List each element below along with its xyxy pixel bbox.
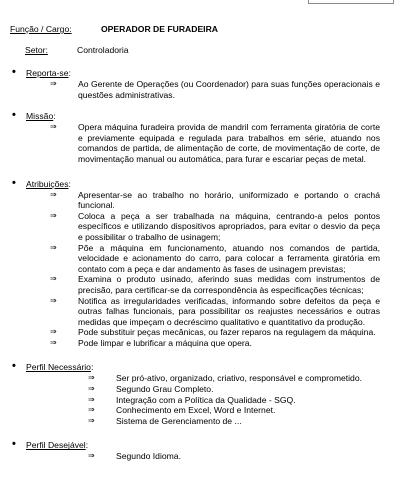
list-item xyxy=(10,327,394,338)
list-item-text: Pode limpar e lubrificar a máquina que opera. xyxy=(78,337,252,348)
section-title xyxy=(10,362,394,373)
arrow-right-icon: ⇒ xyxy=(50,242,57,252)
bullet-icon: • xyxy=(12,360,16,373)
section-title-suffix: : xyxy=(68,178,71,189)
list-item-text: Apresentar-se ao trabalho no horário, uniformizado e portando o crachá funcional. xyxy=(78,189,380,211)
list-item xyxy=(10,79,394,100)
list-item xyxy=(10,384,394,395)
section xyxy=(10,440,394,462)
list-item-text: Segundo Grau Completo. xyxy=(116,384,214,395)
list-item xyxy=(10,122,394,164)
funcao-row xyxy=(10,24,394,36)
arrow-right-icon: ⇒ xyxy=(88,373,95,383)
list-item xyxy=(10,373,394,384)
section-title-suffix: : xyxy=(68,68,71,78)
section-title-text: Missão xyxy=(26,111,54,122)
section-title xyxy=(10,440,394,451)
funcao-label: Função / Cargo: xyxy=(10,24,72,34)
list-item xyxy=(10,451,394,462)
list-item-text: Segundo Idioma. xyxy=(116,451,181,462)
top-right-frame xyxy=(308,0,394,4)
job-description-page xyxy=(10,24,394,462)
list-item xyxy=(10,296,394,328)
setor-row xyxy=(10,45,394,57)
list-item-text: Põe a máquina em funcionamento, atuando nos comandos de partida, velocidade e acionamento do carro, para colocar a ferramenta giratória em contato com a peça e dar andamento às fases de usinagem previstas; xyxy=(78,242,380,274)
section-title xyxy=(10,176,394,190)
arrow-right-icon: ⇒ xyxy=(88,415,95,425)
list-item-text: Conhecimento em Excel, Word e Internet. xyxy=(116,405,276,416)
section xyxy=(10,68,394,100)
arrow-right-icon: ⇒ xyxy=(50,327,57,337)
section-title-suffix: : xyxy=(90,362,94,373)
list-item xyxy=(10,338,394,349)
sections-container xyxy=(10,68,394,462)
arrow-right-icon: ⇒ xyxy=(50,210,57,220)
section-title-suffix: : xyxy=(85,440,89,451)
funcao-value: OPERADOR DE FURADEIRA xyxy=(101,24,218,34)
list-item xyxy=(10,405,394,416)
arrow-right-icon: ⇒ xyxy=(50,189,57,199)
list-item-text: Coloca a peça a ser trabalhada na máquina, centrando-a pelos pontos específicos e utilizando dispositivos apropriados, para evitar o desvio da peça e possibilitar o trabalho de usinagem; xyxy=(78,210,380,242)
arrow-right-icon: ⇒ xyxy=(88,384,95,394)
list-item-text: Ao Gerente de Operações (ou Coordenador) para suas funções operacionais e questões administrativas. xyxy=(78,79,380,100)
list-item-text: Integração com a Política da Qualidade - SGQ. xyxy=(116,394,296,405)
arrow-right-icon: ⇒ xyxy=(88,405,95,415)
list-item-text: Pode substituir peças mecânicas, ou fazer reparos na regulagem da máquina. xyxy=(78,327,376,338)
list-item xyxy=(10,243,394,275)
section xyxy=(10,111,394,164)
section-title-text: Reporta-se xyxy=(26,68,69,78)
arrow-right-icon: ⇒ xyxy=(50,79,57,88)
list-item-text: Examina o produto usinado, aferindo suas medidas com instrumentos de precisão, para certificar-se da correspondência às especificações técnicas; xyxy=(78,274,380,295)
bullet-icon: • xyxy=(12,438,16,451)
setor-label: Setor: xyxy=(25,45,48,55)
list-item-text: Sistema de Gerenciamento de ... xyxy=(116,415,242,426)
section-title-text: Atribuições xyxy=(26,178,69,189)
bullet-icon: • xyxy=(12,109,16,122)
section xyxy=(10,362,394,426)
section-title-text: Perfil Desejável xyxy=(26,440,86,451)
list-item-text: Ser pró-ativo, organizado, criativo, responsável e comprometido. xyxy=(116,373,362,384)
section xyxy=(10,176,394,349)
list-item xyxy=(10,416,394,427)
bullet-icon: • xyxy=(12,176,16,189)
list-item xyxy=(10,190,394,211)
arrow-right-icon: ⇒ xyxy=(50,274,57,284)
section-title-text: Perfil Necessário xyxy=(26,362,91,373)
section-title xyxy=(10,68,394,79)
setor-value: Controladoria xyxy=(77,45,129,55)
arrow-right-icon: ⇒ xyxy=(88,451,95,461)
bullet-icon: • xyxy=(12,66,16,78)
list-item-text: Opera máquina furadeira provida de mandril com ferramenta giratória de corte e previamente equipada e regulada para trabalhos em série, atuando nos comandos de partida, de alimentação de corte, de movimentação de corte, de movimentação manual ou automática, para furar e escariar peças de metal. xyxy=(78,122,380,164)
list-item xyxy=(10,395,394,406)
list-item-text: Notifica as irregularidades verificadas, informando sobre defeitos da peça e outras falhas funcionais, para possibilitar os reajustes necessários e outras medidas que impeçam o decréscimo qualitativo e quantitativo da produção. xyxy=(78,295,380,327)
section-title xyxy=(10,111,394,122)
section-title-suffix: : xyxy=(53,111,56,122)
arrow-right-icon: ⇒ xyxy=(50,122,57,132)
arrow-right-icon: ⇒ xyxy=(50,295,57,305)
list-item xyxy=(10,274,394,295)
arrow-right-icon: ⇒ xyxy=(88,394,95,404)
list-item xyxy=(10,211,394,243)
arrow-right-icon: ⇒ xyxy=(50,337,57,347)
